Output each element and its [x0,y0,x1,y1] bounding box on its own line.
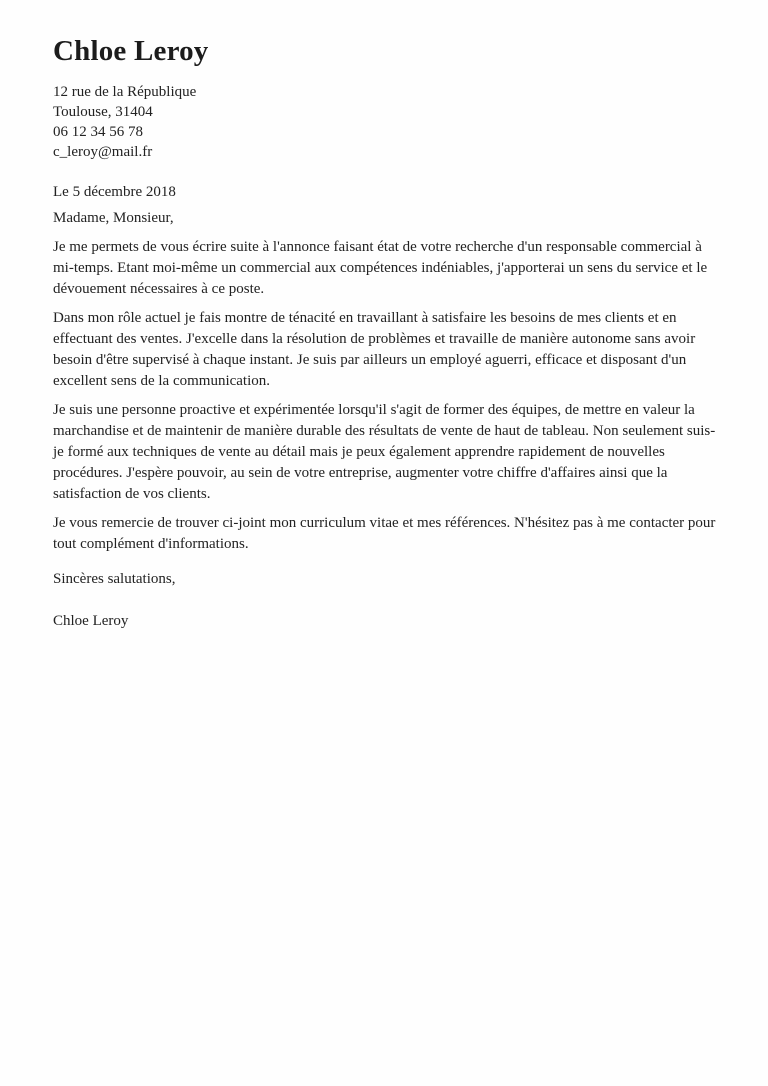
body-paragraph-3: Je suis une personne proactive et expérimentée lorsqu'il s'agit de former des équipes, de mettre en valeur la marchandise et de maintenir de manière durable des résultats de vente de haut de tableau. Non seulement suis-je formé aux techniques de vente au détail mais je peux également apprendre rapidement de nouvelles procédures. J'espère pouvoir, au sein de votre entreprise, augmenter votre chiffre d'affaires ainsi que la satisfaction de vos clients. [53,402,716,502]
letter-salutation: Madame, Monsieur, [53,210,174,226]
sender-contact-block [53,82,718,162]
cover-letter [53,34,718,632]
sender-email: c_leroy@mail.fr [53,144,153,160]
body-paragraph-4: Je vous remercie de trouver ci-joint mon curriculum vitae et mes références. N'hésitez pas à me contacter pour tout complément d'informations. [53,515,716,552]
body-paragraph-2: Dans mon rôle actuel je fais montre de ténacité en travaillant à satisfaire les besoins de mes clients et en effectuant des ventes. J'excelle dans la résolution de problèmes et travaille de manière autonome sans avoir besoin d'être supervisé à chaque instant. Je suis par ailleurs un employé aguerri, efficace et disposant d'un excellent sens de la communication. [53,310,696,389]
sender-phone: 06 12 34 56 78 [53,124,143,140]
sender-name-heading: Chloe Leroy [53,35,209,67]
letter-date: Le 5 décembre 2018 [53,184,176,200]
sender-address-street: 12 rue de la République [53,84,197,100]
letter-signature: Chloe Leroy [53,613,129,629]
sender-address-city: Toulouse, 31404 [53,104,153,120]
letter-closing: Sincères salutations, [53,571,176,587]
body-paragraph-1: Je me permets de vous écrire suite à l'annonce faisant état de votre recherche d'un responsable commercial à mi-temps. Etant moi-même un commercial aux compétences indéniables, j'apporterai un sens du service et le dévouement nécessaires à ce poste. [53,239,708,297]
